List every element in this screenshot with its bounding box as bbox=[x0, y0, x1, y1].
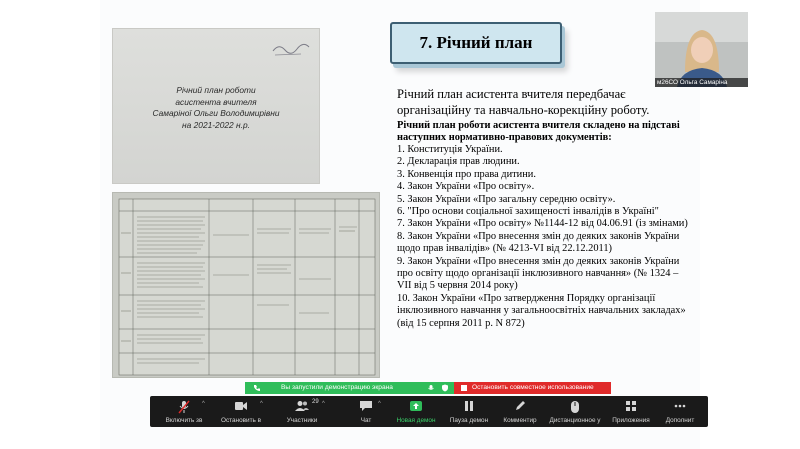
legal-document-item: 9. Закон України «Про внесення змін до деяких законів України про освіту щодо організації інклюзивного навчання» (№ 1324 – VII від 5 червня 2014 року) bbox=[397, 255, 680, 292]
participant-name-label bbox=[655, 78, 748, 87]
participant-name: м26СО Ольга Самаріна bbox=[657, 79, 728, 86]
legal-document-item: 10. Закон України «Про затвердження Порядку організації інклюзивного навчання у загальноосвітніх навчальних закладах» (від 15 серпня 2011 р. N 872) bbox=[397, 292, 686, 329]
chevron-up-icon[interactable]: ^ bbox=[260, 401, 263, 407]
phone-icon bbox=[253, 384, 261, 392]
chat-label: Чат bbox=[360, 417, 372, 424]
legal-document-item: 6. "Про основи соціальної захищеності інвалідів в Україні" bbox=[397, 206, 659, 218]
participants-button[interactable] bbox=[274, 396, 330, 427]
sharing-status-text: Вы запустили демонстрацию экрана bbox=[281, 384, 393, 391]
apps-icon bbox=[625, 400, 637, 412]
annotate-label: Комментир bbox=[503, 417, 537, 424]
scanned-table-image bbox=[113, 193, 380, 378]
legal-document-item: 2. Декларація прав людини. bbox=[397, 156, 520, 168]
stop-video-button[interactable] bbox=[212, 396, 270, 427]
screen-share-status-bar bbox=[245, 382, 611, 394]
more-button[interactable] bbox=[656, 396, 704, 427]
participants-icon bbox=[294, 400, 310, 412]
participant-video[interactable] bbox=[655, 12, 748, 87]
participant-avatar-image bbox=[655, 12, 748, 87]
cover-caption-line: Річний план роботи bbox=[176, 85, 256, 95]
stop-sharing-button[interactable] bbox=[454, 382, 611, 394]
mic-indicator-icon[interactable] bbox=[427, 384, 435, 392]
remote-control-button[interactable] bbox=[544, 396, 606, 427]
unmute-label: Включить зв bbox=[165, 417, 203, 424]
cover-caption bbox=[123, 85, 309, 131]
stop-video-label: Остановить в bbox=[220, 417, 262, 424]
pause-share-label: Пауза демон bbox=[449, 417, 489, 424]
chevron-up-icon[interactable]: ^ bbox=[202, 401, 205, 407]
annotate-button[interactable] bbox=[496, 396, 544, 427]
apps-button[interactable] bbox=[608, 396, 654, 427]
legal-document-item: 4. Закон України «Про освіту». bbox=[397, 181, 535, 193]
sharing-status bbox=[245, 382, 454, 394]
stamp-scribble bbox=[271, 41, 311, 59]
unmute-button[interactable] bbox=[156, 396, 212, 427]
mouse-icon bbox=[570, 400, 580, 414]
pause-share-button[interactable] bbox=[442, 396, 496, 427]
cover-page-photo bbox=[112, 28, 320, 184]
stop-sharing-label: Остановить совместное использование bbox=[472, 384, 594, 391]
chat-button[interactable] bbox=[346, 396, 386, 427]
chevron-up-icon[interactable]: ^ bbox=[378, 401, 381, 407]
meeting-toolbar bbox=[150, 396, 708, 427]
microphone-muted-icon bbox=[178, 400, 190, 414]
legal-document-item: 7. Закон України «Про освіту» №1144-12 від 04.06.91 (із змінами) bbox=[397, 218, 688, 230]
stop-icon bbox=[460, 384, 468, 392]
legal-document-item: 3. Конвенція про права дитини. bbox=[397, 168, 536, 180]
shield-icon[interactable] bbox=[441, 384, 449, 392]
pause-icon bbox=[463, 400, 475, 412]
legal-document-item: 8. Закон України «Про внесення змін до деяких законів України щодо прав інвалідів» (№ 4213-VI від 22.12.2011) bbox=[397, 230, 680, 255]
share-screen-icon bbox=[409, 400, 423, 412]
chat-bubble-icon bbox=[359, 400, 373, 412]
legal-document-item: 1. Конституція України. bbox=[397, 144, 503, 155]
participants-label: Участники bbox=[286, 417, 318, 424]
chevron-up-icon[interactable]: ^ bbox=[322, 401, 325, 407]
slide-title-banner bbox=[390, 22, 562, 64]
participants-count: 29 bbox=[312, 399, 319, 405]
plan-table-photo bbox=[112, 192, 380, 378]
cover-caption-line: Самаріної Ольги Володимирівни bbox=[152, 108, 280, 118]
apps-label: Приложения bbox=[612, 417, 650, 424]
intro-paragraph: Річний план асистента вчителя передбачає організаційну та навчально-корекційну роботу. bbox=[397, 87, 650, 117]
slide-title: 7. Річний план bbox=[419, 33, 533, 52]
more-label: Дополнит bbox=[665, 417, 695, 424]
cover-caption-line: на 2021-2022 н.р. bbox=[182, 119, 250, 130]
more-dots-icon bbox=[674, 400, 686, 412]
slide-body-text bbox=[397, 86, 692, 330]
cover-caption-line: асистента вчителя bbox=[175, 96, 257, 107]
pencil-icon bbox=[514, 400, 526, 412]
new-share-button[interactable] bbox=[392, 396, 440, 427]
new-share-label: Новая демон bbox=[396, 417, 436, 424]
basis-heading: Річний план роботи асистента вчителя складено на підставі наступних нормативно-правових документів: bbox=[397, 120, 680, 143]
remote-control-label: Дистанционное у bbox=[549, 417, 601, 424]
video-camera-icon bbox=[234, 400, 248, 412]
legal-document-item: 5. Закон України «Про загальну середню освіту». bbox=[397, 193, 616, 205]
